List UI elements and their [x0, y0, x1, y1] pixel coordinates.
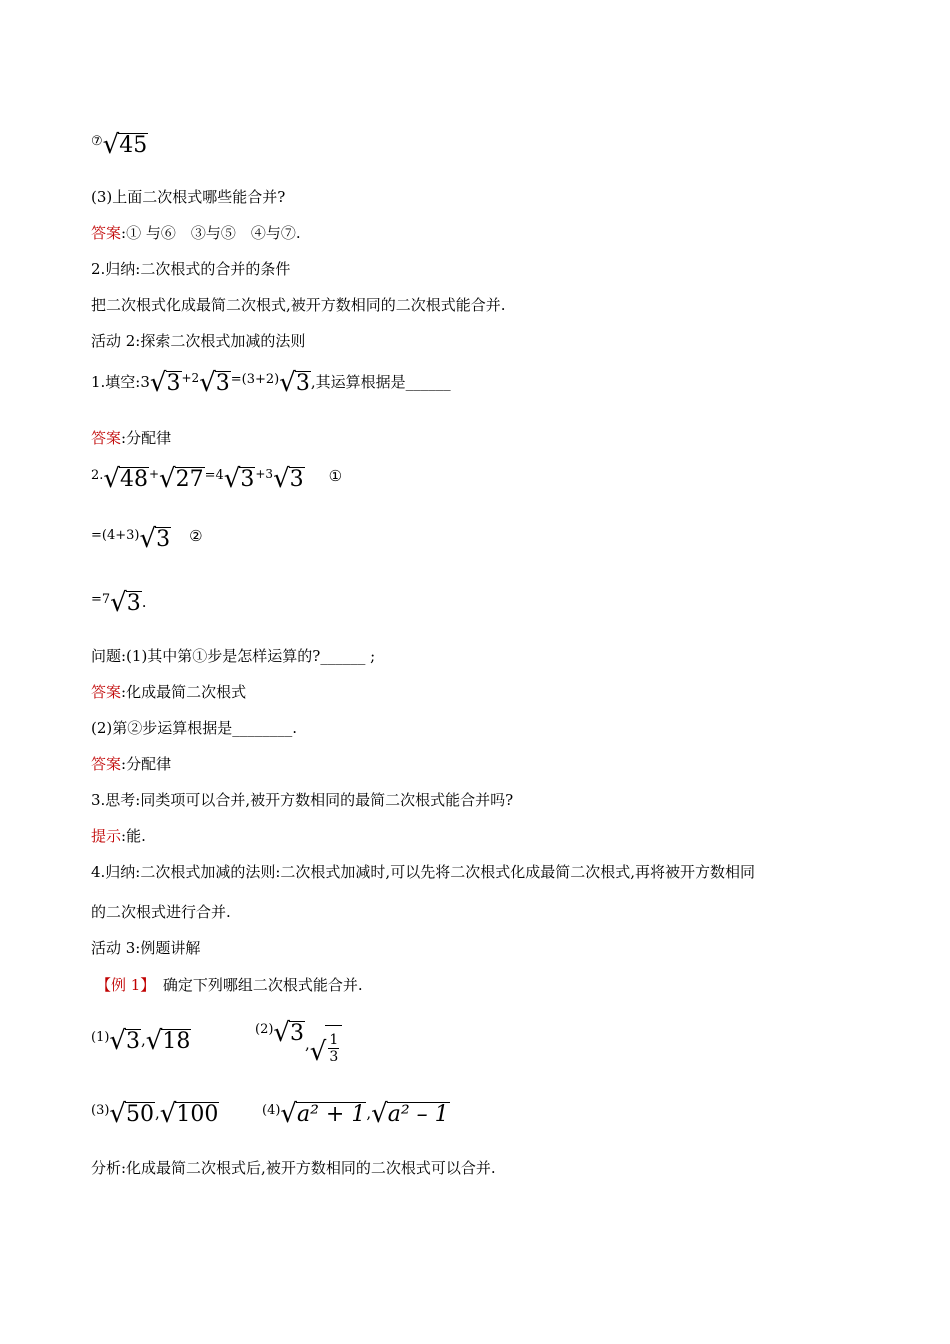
sqrt-27: √ 27 [159, 464, 204, 494]
answer-label: 答案 [91, 224, 122, 242]
sqrt-3: √ 3 [139, 524, 171, 554]
answer-line-4: 答案:分配律 [91, 755, 172, 773]
example-item-2: (2) √ 3 , √ $\frac{1}{3}$ [255, 1020, 342, 1065]
activity-2-title: 活动 2:探索二次根式加减的法则 [91, 332, 306, 350]
sqrt-3: √ 3 [279, 368, 310, 398]
circled-seven: ⑦ [91, 134, 103, 149]
merge-condition: 把二次根式化成最简二次根式,被开方数相同的二次根式能合并. [91, 296, 506, 314]
question-2: (2)第②步运算根据是________. [91, 719, 298, 737]
example-item-1: (1) √ 3 , √ 18 [91, 1026, 191, 1056]
hint-line: 提示:能. [91, 827, 146, 845]
example-1-title: 【例 1】 确定下列哪组二次根式能合并. [96, 976, 363, 994]
induction-2: 2.归纳:二次根式的合并的条件 [91, 260, 291, 278]
activity-3-title: 活动 3:例题讲解 [91, 939, 201, 957]
think-3: 3.思考:同类项可以合并,被开方数相同的最简二次根式能合并吗? [91, 791, 514, 809]
sqrt-45: √ 45 [102, 130, 148, 160]
question-3: (3)上面二次根式哪些能合并? [91, 188, 286, 206]
analysis-line: 分析:化成最简二次根式后,被开方数相同的二次根式可以合并. [91, 1159, 496, 1177]
rule-4-cont: 的二次根式进行合并. [91, 903, 231, 921]
answer-line-2: 答案:分配律 [91, 429, 172, 447]
example-item-3: (3) √ 50 , √ 100 [91, 1099, 219, 1129]
sqrt-48: √ 48 [103, 464, 148, 494]
sqrt-3: √ 3 [110, 588, 141, 618]
sqrt-3: √ 3 [199, 368, 230, 398]
sqrt-3: √ 3 [223, 464, 255, 494]
answer-line-1: 答案:① 与⑥ ③与⑤ ④与⑦. [91, 224, 301, 242]
sqrt-3: √ 3 [149, 368, 181, 398]
answer-line-3: 答案:化成最简二次根式 [91, 683, 247, 701]
example-calc-step2: =(4+3) √ 3 ② [91, 524, 203, 554]
example-calc-step3: =7 √ 3 . [91, 588, 147, 618]
example-item-4: (4) √ a² + 1 , √ a² – 1 [262, 1099, 449, 1129]
fill-blank-1: 1.填空:3 √ 3 $^{+2}$ √ 3 =(3+2) √ 3 ,其运算根据是______ [91, 368, 451, 398]
example-calc-step1: 2. √ 48 + √ 27 =4 √ 3 $^{+3}$ √ 3 ① [91, 464, 343, 494]
question-1: 问题:(1)其中第①步是怎样运算的?______ ; [91, 647, 376, 665]
line-sqrt45 [91, 132, 148, 158]
rule-4: 4.归纳:二次根式加减的法则:二次根式加减时,可以先将二次根式化成最简二次根式,再将被开方数相同 [91, 863, 755, 881]
sqrt-3: √ 3 [273, 464, 304, 494]
